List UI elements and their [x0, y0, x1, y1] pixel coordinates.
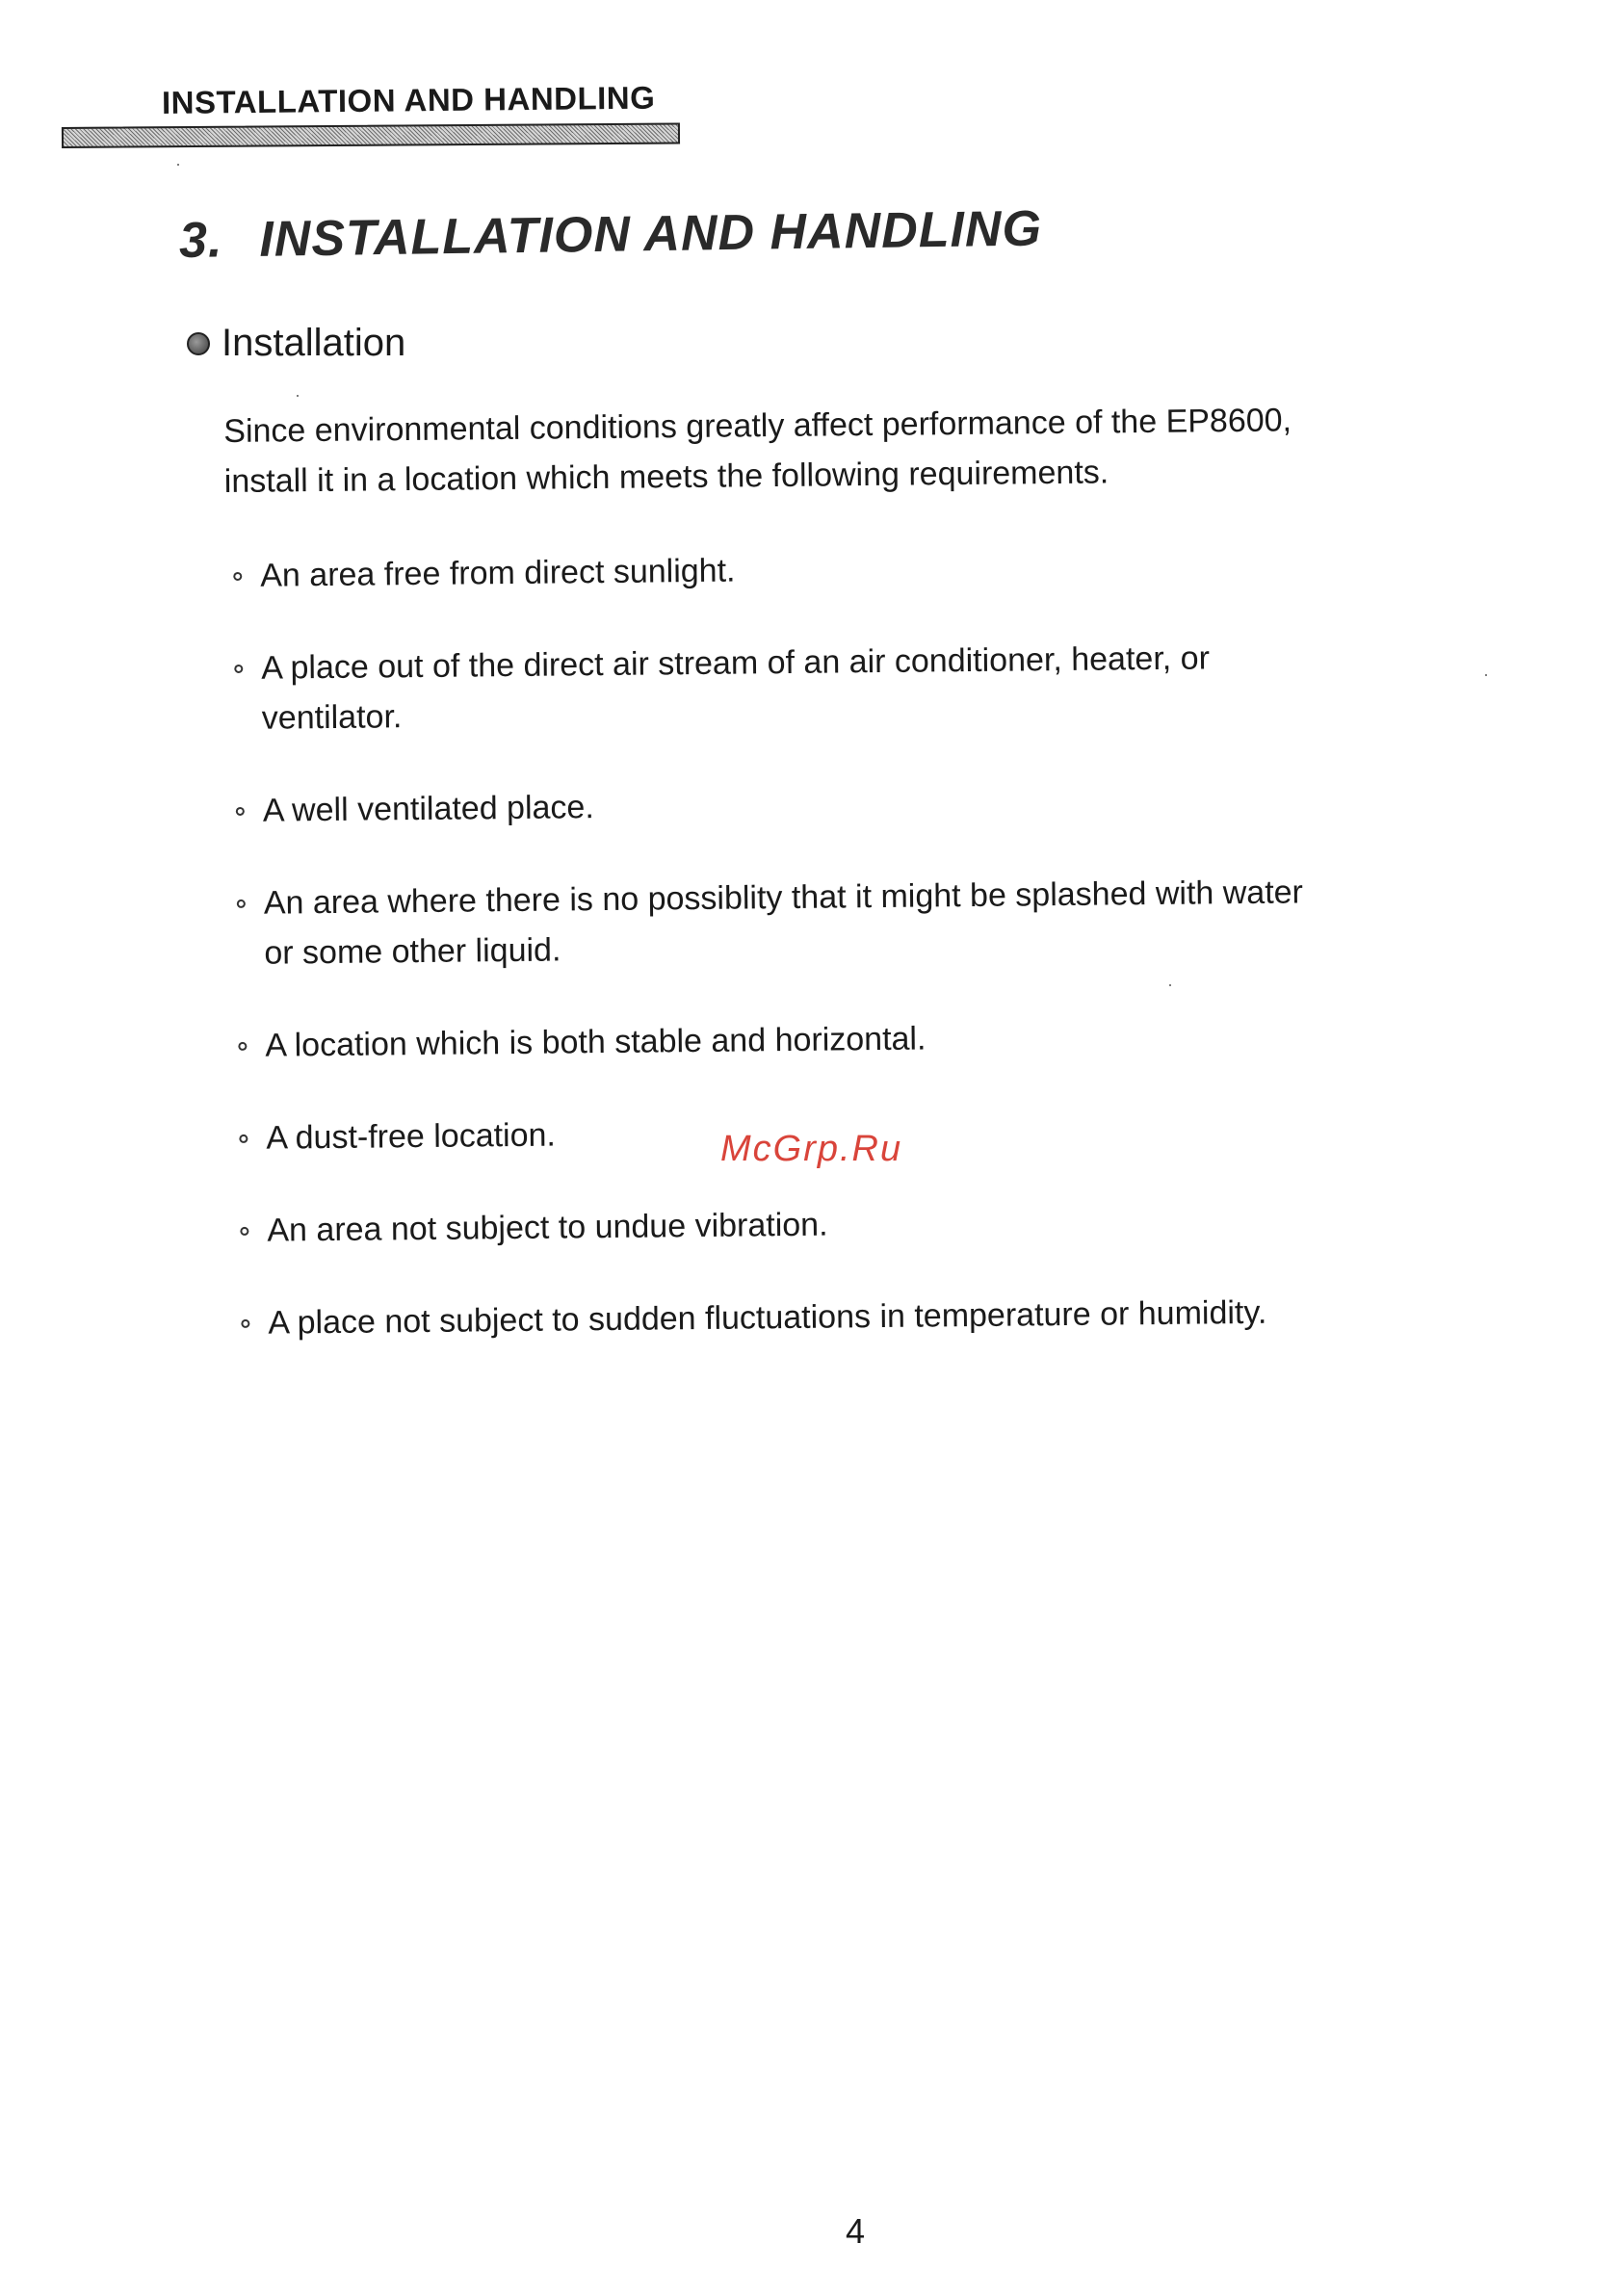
- list-item: [233, 538, 1447, 601]
- intro-paragraph: [223, 394, 1438, 507]
- requirements-list: [233, 538, 1455, 1391]
- watermark-link[interactable]: McGrp.Ru: [720, 1129, 903, 1169]
- section-title-text: INSTALLATION AND HANDLING: [258, 200, 1043, 268]
- bullet-dot-icon: [238, 1042, 247, 1051]
- header-rule-bar: [62, 123, 680, 148]
- intro-line: Since environmental conditions greatly affect performance of the EP8600,: [223, 402, 1292, 450]
- list-item-text: An area free from direct sunlight.: [260, 552, 736, 594]
- list-item-text: An area where there is no possiblity that it might be splashed with water: [263, 874, 1304, 922]
- bullet-dot-icon: [237, 900, 246, 908]
- list-item-text: An area not subject to undue vibration.: [267, 1206, 828, 1249]
- list-item: [236, 773, 1449, 836]
- section-number: 3.: [178, 212, 223, 269]
- intro-line: install it in a location which meets the following requirements.: [223, 454, 1109, 500]
- scan-speck: [1485, 674, 1487, 676]
- list-item-text: or some other liquid.: [264, 931, 561, 972]
- bullet-dot-icon: [236, 807, 245, 816]
- bullet-dot-icon: [240, 1227, 248, 1236]
- list-item-text: A well ventilated place.: [262, 789, 594, 829]
- list-item-text: A location which is both stable and horizontal.: [265, 1020, 926, 1064]
- bullet-dot-icon: [239, 1135, 248, 1143]
- scan-speck: [177, 164, 179, 166]
- list-item: [234, 631, 1448, 744]
- running-header: INSTALLATION AND HANDLING: [161, 79, 656, 120]
- list-item: [238, 1008, 1451, 1071]
- list-item-text: A dust-free location.: [266, 1116, 557, 1157]
- scan-speck: [297, 395, 299, 397]
- list-item: [241, 1286, 1454, 1348]
- list-item-text: A place not subject to sudden fluctuations in temperature or humidity.: [268, 1293, 1267, 1342]
- list-item: [237, 866, 1451, 978]
- subheading-installation: [187, 322, 405, 365]
- page-number: 4: [846, 2211, 866, 2251]
- bullet-dot-icon: [241, 1319, 249, 1328]
- bullet-dot-icon: [234, 665, 243, 673]
- bullet-dot-icon: [233, 572, 242, 581]
- list-item-text: A place out of the direct air stream of an air conditioner, heater, or: [261, 639, 1211, 687]
- list-item: [240, 1193, 1453, 1256]
- scan-speck: [1169, 984, 1171, 986]
- list-item-text: ventilator.: [261, 698, 403, 737]
- subheading-text: Installation: [222, 322, 406, 364]
- section-title: [179, 199, 1043, 270]
- bullet-circle-icon: [187, 332, 210, 355]
